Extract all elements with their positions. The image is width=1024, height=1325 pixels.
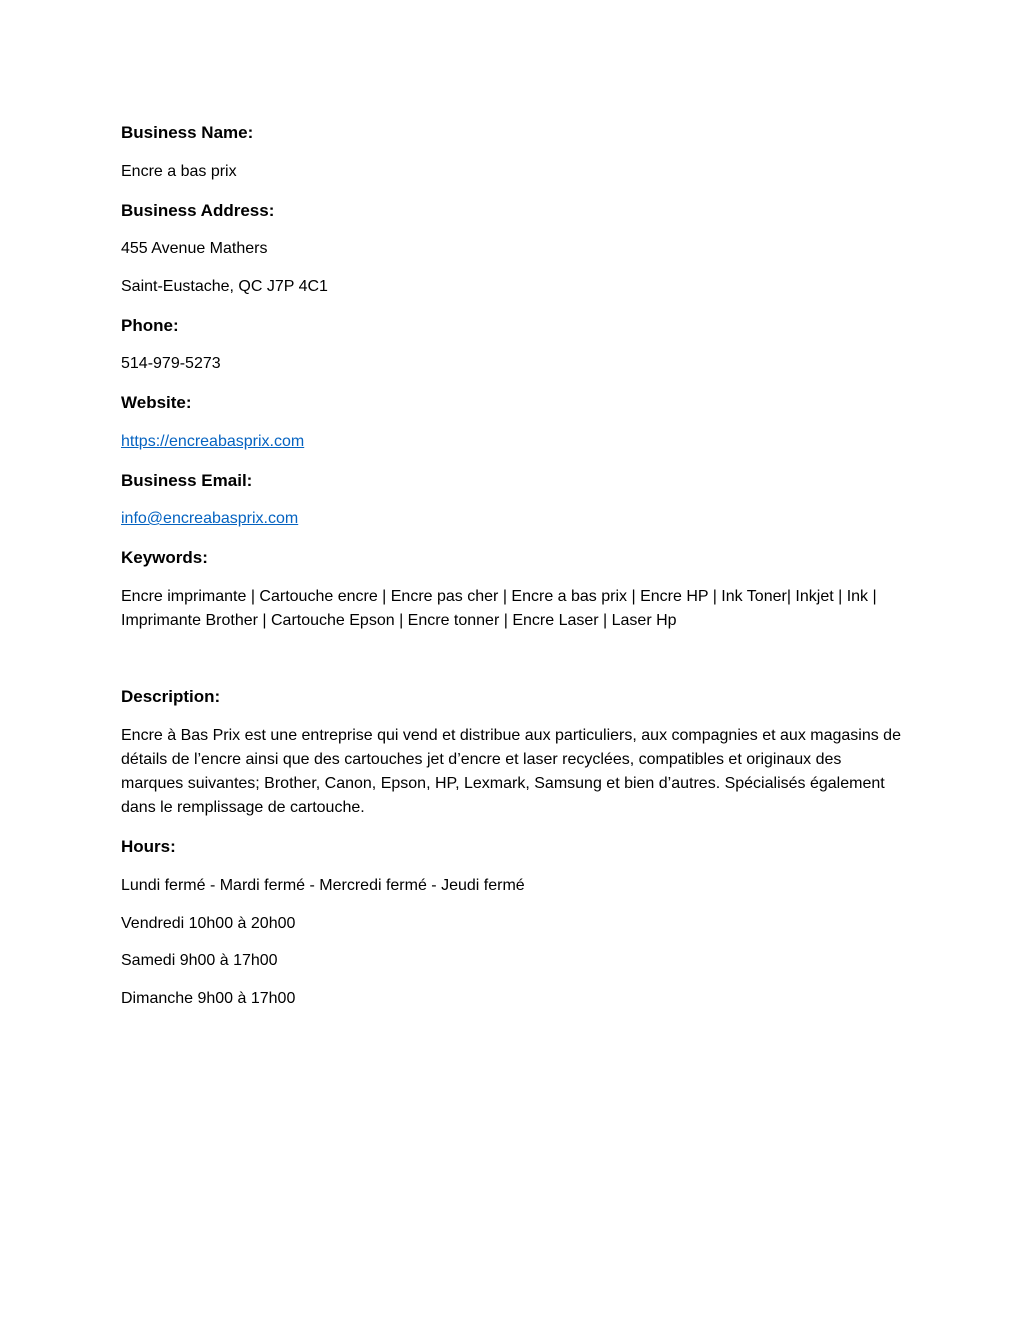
business-name-heading: Business Name: <box>121 123 254 142</box>
description-heading: Description: <box>121 687 221 706</box>
email-link[interactable]: info@encreabasprix.com <box>121 510 299 527</box>
website-heading: Website: <box>121 393 192 412</box>
email-heading: Business Email: <box>121 471 253 490</box>
keywords-heading: Keywords: <box>121 548 208 567</box>
business-name-value: Encre a bas prix <box>121 163 237 180</box>
hours-sunday: Dimanche 9h00 à 17h00 <box>121 990 296 1007</box>
hours-heading: Hours: <box>121 837 176 856</box>
hours-weekdays: Lundi fermé - Mardi fermé - Mercredi fermé - Jeudi fermé <box>121 877 525 894</box>
phone-value: 514-979-5273 <box>121 355 221 372</box>
keywords-text: Encre imprimante | Cartouche encre | Encre pas cher | Encre a bas prix | Encre HP | Ink Toner| Inkjet | Ink | Imprimante Brother | Cartouche Epson | Encre tonner | Encre Laser | Laser Hp <box>121 588 877 629</box>
business-address-heading: Business Address: <box>121 201 275 220</box>
business-address-line1: 455 Avenue Mathers <box>121 240 268 257</box>
website-link[interactable]: https://encreabasprix.com <box>121 433 305 450</box>
phone-heading: Phone: <box>121 316 179 335</box>
business-address-line2: Saint-Eustache, QC J7P 4C1 <box>121 278 328 295</box>
description-text: Encre à Bas Prix est une entreprise qui vend et distribue aux particuliers, aux compagnies et aux magasins de détails de l’encre ainsi que des cartouches jet d’encre et laser recyclées, compatibles et originaux des marques suivantes; Brother, Canon, Epson, HP, Lexmark, Samsung et bien d’autres. Spécialisés également dans le remplissage de cartouche. <box>121 727 901 816</box>
hours-saturday: Samedi 9h00 à 17h00 <box>121 952 278 969</box>
hours-friday: Vendredi 10h00 à 20h00 <box>121 915 296 932</box>
